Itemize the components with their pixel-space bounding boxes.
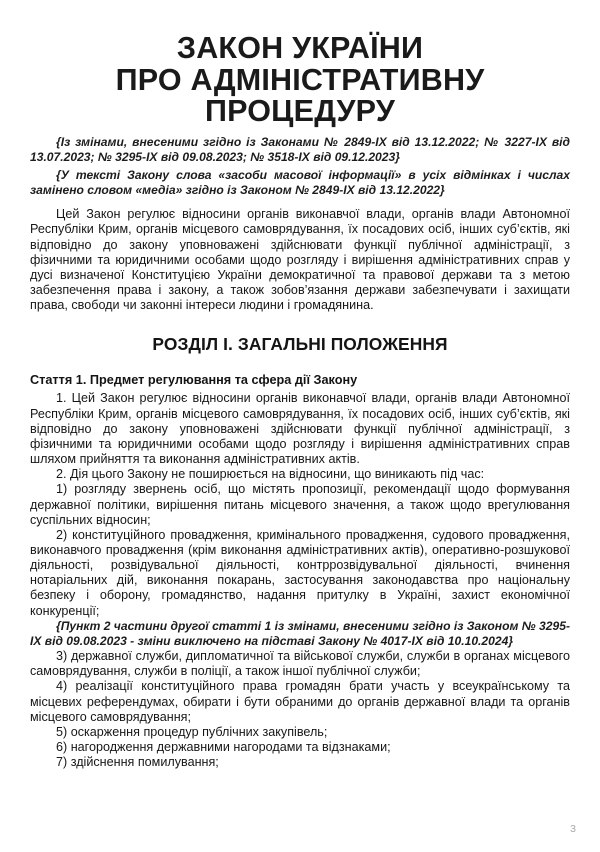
preamble-paragraph: Цей Закон регулює відносини органів виконавчої влади, органів влади Автономної Республіки Крим, органів місцевого самоврядування, їх посадових осіб, інших суб’єктів, які відповідно до закону уповноважені здійснювати функції публічної адміністрації, з фізичними та юридичними особами щодо розгляду і вирішення адміністративних справ у дусі визначеної Конституцією України демократичної та правової держави та з метою забезпечення права і закону, а також зобов’язання держави забезпечувати і захищати права, свободи чи законні інтереси людини і громадянина. [30, 207, 570, 313]
article-heading: Стаття 1. Предмет регулювання та сфера дії Закону [30, 373, 358, 388]
article-item-2: 2) конституційного провадження, кримінального провадження, судового провадження, виконавчого провадження (крім виконання адміністративних актів), оперативно-розшукової діяльності, розвідувальної діяльності, контррозвідувальної діяльності, вчинення нотаріальних дій, виконання покарань, застосування законодавства про національну безпеку і оборону, громадянство, надання притулку в Україні, захист економічної конкуренції; [30, 527, 570, 618]
article-item-5: 5) оскарження процедур публічних закупівель; [56, 724, 328, 739]
amendment-note-1: {Із змінами, внесеними згідно із Законами № 2849-IX від 13.12.2022; № 3227-IX від 13.07.2023; № 3295-IX від 09.08.2023; № 3518-IX від 09.12.2023} [30, 134, 570, 164]
document-title-line-3: ПРОЦЕДУРУ [205, 94, 395, 128]
article-item-3: 3) державної служби, дипломатичної та військової служби, служби в органах місцевого самоврядування, служби в поліції, а також іншої публічної служби; [30, 649, 570, 679]
section-heading: РОЗДІЛ I. ЗАГАЛЬНІ ПОЛОЖЕННЯ [152, 334, 448, 355]
inline-amendment-note: {Пункт 2 частини другої статті 1 із змінами, внесеними згідно із Законом № 3295-IX від 09.08.2023 - зміни виключено на підставі Закону № 4017-IX від 10.10.2024} [30, 618, 570, 648]
page-number: 3 [570, 822, 576, 835]
article-item-6: 6) нагородження державними нагородами та відзнаками; [56, 740, 391, 755]
article-paragraph-1: 1. Цей Закон регулює відносини органів виконавчої влади, органів влади Автономної Республіки Крим, органів місцевого самоврядування, їх посадових осіб, інших суб’єктів, які відповідно до закону уповноважені здійснювати функції публічної адміністрації, з фізичними та юридичними особами щодо розгляду і вирішення адміністративних справ шляхом прийняття та виконання адміністративних актів. [30, 391, 570, 467]
document-title-line-1: ЗАКОН УКРАЇНИ [176, 31, 424, 65]
article-item-7: 7) здійснення помилування; [56, 755, 219, 770]
article-paragraph-2: 2. Дія цього Закону не поширюється на відносини, що виникають під час: [56, 467, 485, 482]
document-title [30, 33, 570, 128]
amendment-note-2: {У тексті Закону слова «засоби масової інформації» в усіх відмінках і числах замінено словом «медіа» згідно із Законом № 2849-IX від 13.12.2022} [30, 167, 570, 198]
document-title-line-2: ПРО АДМІНІСТРАТИВНУ [115, 62, 485, 97]
article-item-1: 1) розгляду звернень осіб, що містять пропозиції, рекомендації щодо формування державної політики, вирішення питань місцевого значення, а також щодо врегулювання суспільних відносин; [30, 482, 570, 527]
article-item-4: 4) реалізації конституційного права громадян брати участь у всеукраїнському та місцевих референдумах, обирати і бути обраними до органів державної влади та органів місцевого самоврядування; [30, 679, 570, 724]
